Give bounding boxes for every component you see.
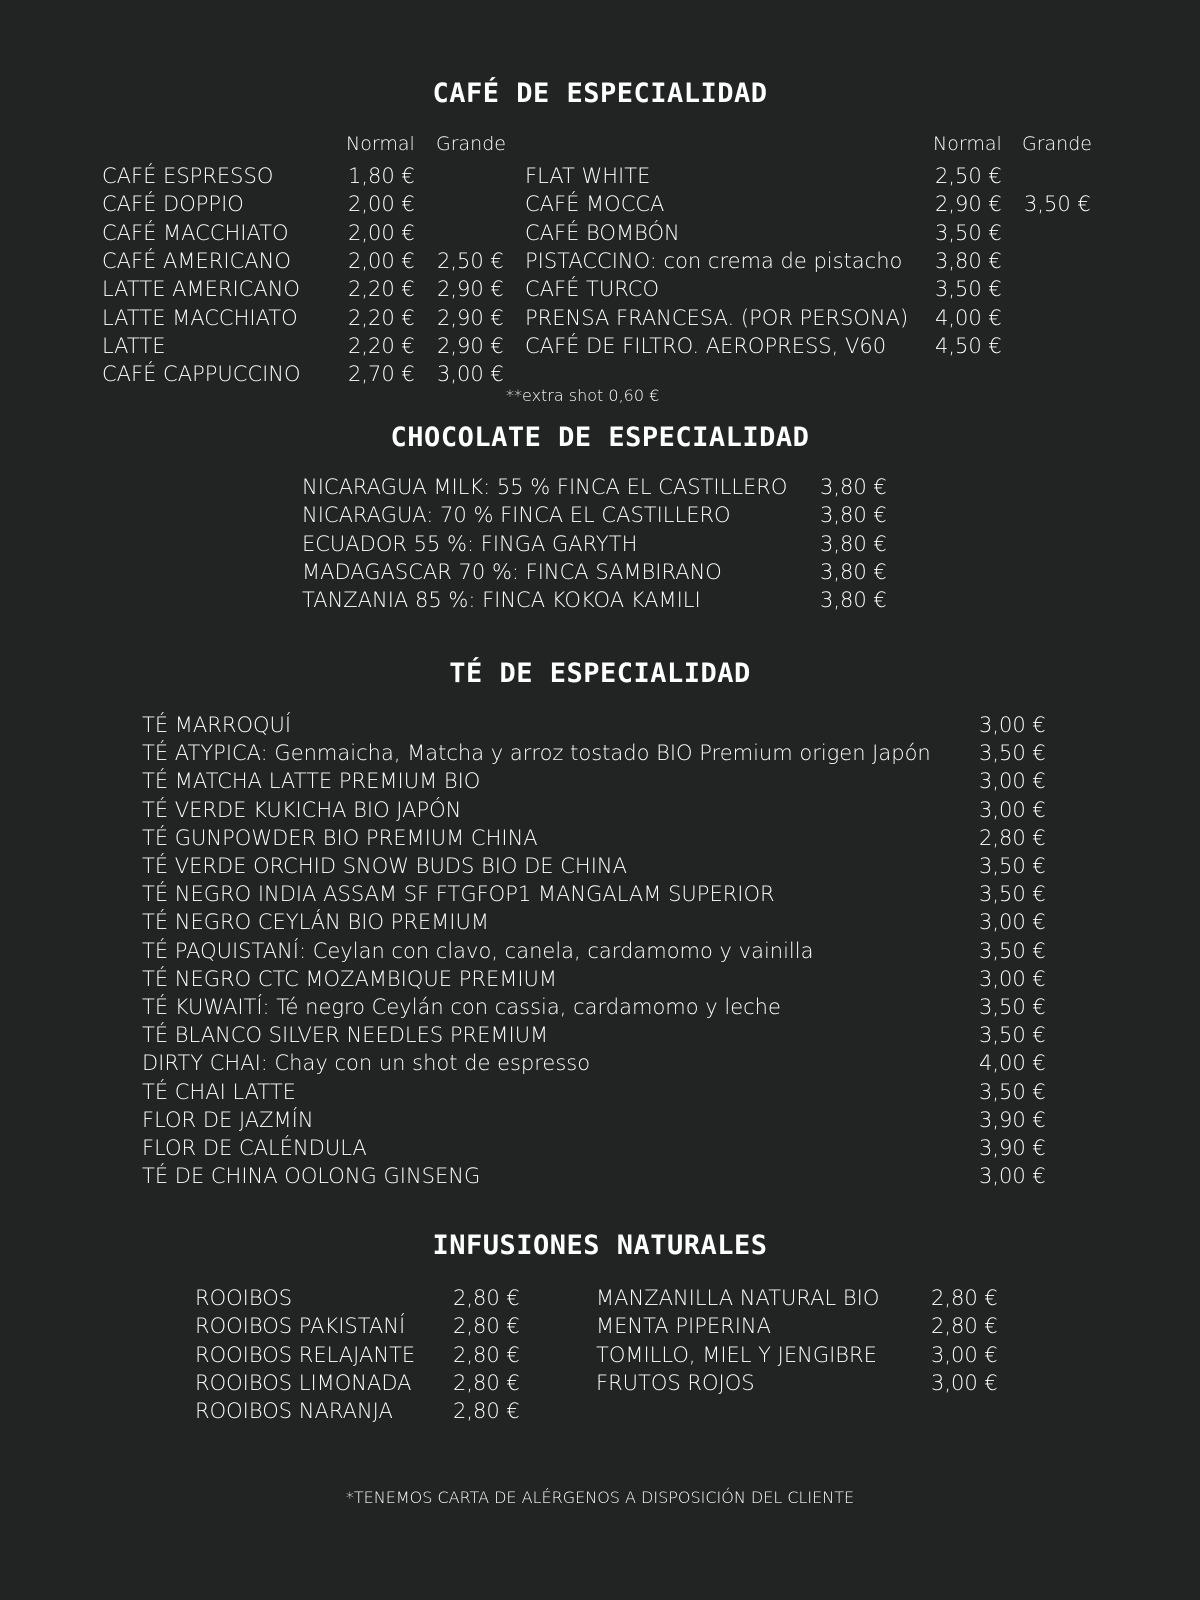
- menu-item-name: ROOIBOS RELAJANTE: [195, 1342, 416, 1367]
- menu-item-price: 2,80 €: [931, 1314, 998, 1339]
- menu-item-name: FLAT WHITE: [525, 164, 651, 188]
- menu-item-name: TÉ VERDE KUKICHA BIO JAPÓN: [142, 797, 462, 822]
- menu-item-price: 3,00 €: [979, 713, 1046, 737]
- infusions-section-title: INFUSIONES NATURALES: [432, 1230, 768, 1261]
- menu-item-name: FLOR DE JAZMÍN: [142, 1107, 314, 1132]
- menu-item-price: 3,00 €: [931, 1342, 998, 1367]
- menu-item-price: 3,50 €: [979, 741, 1046, 766]
- coffee-left-normal-header: Normal: [346, 133, 415, 155]
- menu-item-name: CAFÉ MACCHIATO: [102, 220, 289, 245]
- menu-item-name: TOMILLO, MIEL Y JENGIBRE: [596, 1342, 877, 1367]
- menu-item-price: 3,00 €: [979, 797, 1046, 822]
- menu-item-name: TÉ MARROQUÍ: [142, 713, 292, 737]
- menu-item-name: ROOIBOS PAKISTANÍ: [195, 1314, 406, 1339]
- coffee-left-grande-header: Grande: [436, 133, 506, 155]
- menu-item-price-normal: 4,50 €: [935, 333, 1002, 358]
- menu-item-price: 3,80 €: [820, 503, 887, 528]
- menu-item-price-grande: 2,90 €: [437, 305, 504, 330]
- coffee-right-normal-header: Normal: [933, 133, 1002, 155]
- menu-item-price-normal: 2,90 €: [935, 192, 1002, 217]
- menu-item-name: TÉ NEGRO CTC MOZAMBIQUE PREMIUM: [142, 966, 558, 991]
- menu-item-name: FRUTOS ROJOS: [596, 1370, 755, 1395]
- menu-item-name: NICARAGUA MILK: 55 % FINCA EL CASTILLERO: [302, 475, 788, 499]
- chocolate-section-title: CHOCOLATE DE ESPECIALIDAD: [390, 422, 810, 453]
- menu-item-price: 2,80 €: [979, 825, 1046, 850]
- menu-item-price: 3,00 €: [979, 769, 1046, 794]
- menu-item-price-normal: 2,00 €: [348, 248, 415, 273]
- menu-item-name: ROOIBOS NARANJA: [195, 1399, 393, 1424]
- menu-item-price-normal: 2,00 €: [348, 220, 415, 245]
- menu-item-price-normal: 3,50 €: [935, 277, 1002, 302]
- menu-item-price-normal: 2,70 €: [348, 362, 415, 387]
- menu-item-name: LATTE MACCHIATO: [102, 305, 298, 330]
- menu-item-price-normal: 2,50 €: [935, 164, 1002, 188]
- menu-item-name: TÉ ATYPICA: Genmaicha, Matcha y arroz tostado BIO Premium origen Japón: [142, 741, 931, 766]
- menu-item-price-grande: 3,00 €: [437, 362, 504, 387]
- menu-item-price: 4,00 €: [979, 1051, 1046, 1076]
- menu-item-price-normal: 3,80 €: [935, 248, 1002, 273]
- menu-item-name: LATTE: [102, 333, 166, 358]
- menu-item-name: CAFÉ BOMBÓN: [525, 220, 680, 245]
- menu-item-name: TÉ KUWAITÍ: Té negro Ceylán con cassia, cardamomo y leche: [142, 995, 781, 1019]
- menu-item-price: 2,80 €: [453, 1314, 520, 1339]
- menu-item-price-normal: 1,80 €: [348, 164, 415, 188]
- menu-item-price-normal: 2,20 €: [348, 305, 415, 330]
- menu-item-name: ROOIBOS LIMONADA: [195, 1370, 412, 1395]
- menu-item-price: 3,00 €: [979, 910, 1046, 935]
- menu-item-name: TÉ NEGRO CEYLÁN BIO PREMIUM: [142, 910, 489, 935]
- menu-item-name: TÉ NEGRO INDIA ASSAM SF FTGFOP1 MANGALAM SUPERIOR: [142, 882, 775, 907]
- extra-shot-note: **extra shot 0,60 €: [506, 386, 660, 405]
- menu-item-name: PRENSA FRANCESA. (POR PERSONA): [525, 305, 909, 330]
- menu-item-name: ROOIBOS: [195, 1286, 293, 1310]
- menu-item-price: 3,00 €: [979, 1164, 1046, 1189]
- menu-item-name: TÉ DE CHINA OOLONG GINSENG: [142, 1164, 481, 1189]
- menu-item-price: 3,50 €: [979, 1079, 1046, 1104]
- tea-section-title: TÉ DE ESPECIALIDAD: [449, 658, 751, 689]
- menu-item-name: MENTA PIPERINA: [596, 1314, 771, 1339]
- menu-item-name: LATTE AMERICANO: [102, 277, 300, 302]
- menu-item-price: 3,80 €: [820, 559, 887, 584]
- menu-item-price: 2,80 €: [453, 1370, 520, 1395]
- menu-item-price: 3,50 €: [979, 854, 1046, 878]
- menu-item-name: CAFÉ MOCCA: [525, 192, 665, 217]
- menu-item-name: FLOR DE CALÉNDULA: [142, 1136, 367, 1160]
- menu-item-price: 2,80 €: [453, 1286, 520, 1310]
- menu-item-name: MANZANILLA NATURAL BIO: [596, 1286, 880, 1310]
- menu-item-name: TÉ MATCHA LATTE PREMIUM BIO: [142, 769, 481, 794]
- menu-item-name: CAFÉ DOPPIO: [102, 192, 244, 217]
- menu-item-price-grande: 2,90 €: [437, 333, 504, 358]
- menu-item-price: 3,50 €: [979, 882, 1046, 907]
- menu-item-price: 3,50 €: [979, 938, 1046, 963]
- menu-item-name: NICARAGUA: 70 % FINCA EL CASTILLERO: [302, 503, 731, 528]
- menu-item-price-normal: 2,20 €: [348, 277, 415, 302]
- menu-item-name: CAFÉ CAPPUCCINO: [102, 362, 301, 387]
- menu-item-name: TÉ BLANCO SILVER NEEDLES PREMIUM: [142, 1023, 549, 1048]
- coffee-right-grande-header: Grande: [1022, 133, 1092, 155]
- menu-item-price: 2,80 €: [453, 1399, 520, 1424]
- menu-item-name: MADAGASCAR 70 %: FINCA SAMBIRANO: [302, 559, 722, 584]
- menu-item-price: 3,80 €: [820, 475, 887, 499]
- menu-item-name: CAFÉ AMERICANO: [102, 248, 291, 273]
- coffee-section-title: CAFÉ DE ESPECIALIDAD: [432, 78, 768, 109]
- menu-item-name: CAFÉ ESPRESSO: [102, 164, 274, 188]
- menu-item-price-normal: 2,00 €: [348, 192, 415, 217]
- menu-item-name: CAFÉ DE FILTRO. AEROPRESS, V60: [525, 333, 887, 358]
- menu-item-price-normal: 3,50 €: [935, 220, 1002, 245]
- menu-item-price: 2,80 €: [931, 1286, 998, 1310]
- menu-item-name: TANZANIA 85 %: FINCA KOKOA KAMILI: [302, 588, 701, 613]
- menu-item-price-grande: 2,90 €: [437, 277, 504, 302]
- menu-item-price-normal: 2,20 €: [348, 333, 415, 358]
- menu-item-name: ECUADOR 55 %: FINGA GARYTH: [302, 531, 638, 556]
- menu-item-price-grande: 2,50 €: [437, 248, 504, 273]
- menu-item-price: 3,90 €: [979, 1136, 1046, 1160]
- menu-item-price-normal: 4,00 €: [935, 305, 1002, 330]
- menu-item-name: TÉ GUNPOWDER BIO PREMIUM CHINA: [142, 825, 538, 850]
- menu-item-price: 3,50 €: [979, 1023, 1046, 1048]
- menu-item-name: CAFÉ TURCO: [525, 277, 659, 302]
- menu-item-price: 3,50 €: [979, 995, 1046, 1019]
- menu-item-price: 3,00 €: [979, 966, 1046, 991]
- menu-item-name: TÉ CHAI LATTE: [142, 1079, 296, 1104]
- menu-item-name: TÉ PAQUISTANÍ: Ceylan con clavo, canela, cardamomo y vainilla: [142, 938, 814, 963]
- menu-item-price: 2,80 €: [453, 1342, 520, 1367]
- menu-item-price: 3,00 €: [931, 1370, 998, 1395]
- allergen-note: *TENEMOS CARTA DE ALÉRGENOS A DISPOSICIÓN DEL CLIENTE: [345, 1488, 855, 1507]
- menu-item-name: TÉ VERDE ORCHID SNOW BUDS BIO DE CHINA: [142, 854, 627, 878]
- menu-item-price: 3,80 €: [820, 531, 887, 556]
- menu-item-price: 3,80 €: [820, 588, 887, 613]
- menu-item-price-grande: 3,50 €: [1024, 192, 1091, 217]
- menu-item-name: PISTACCINO: con crema de pistacho: [525, 248, 903, 273]
- menu-item-name: DIRTY CHAI: Chay con un shot de espresso: [142, 1051, 591, 1076]
- menu-item-price: 3,90 €: [979, 1107, 1046, 1132]
